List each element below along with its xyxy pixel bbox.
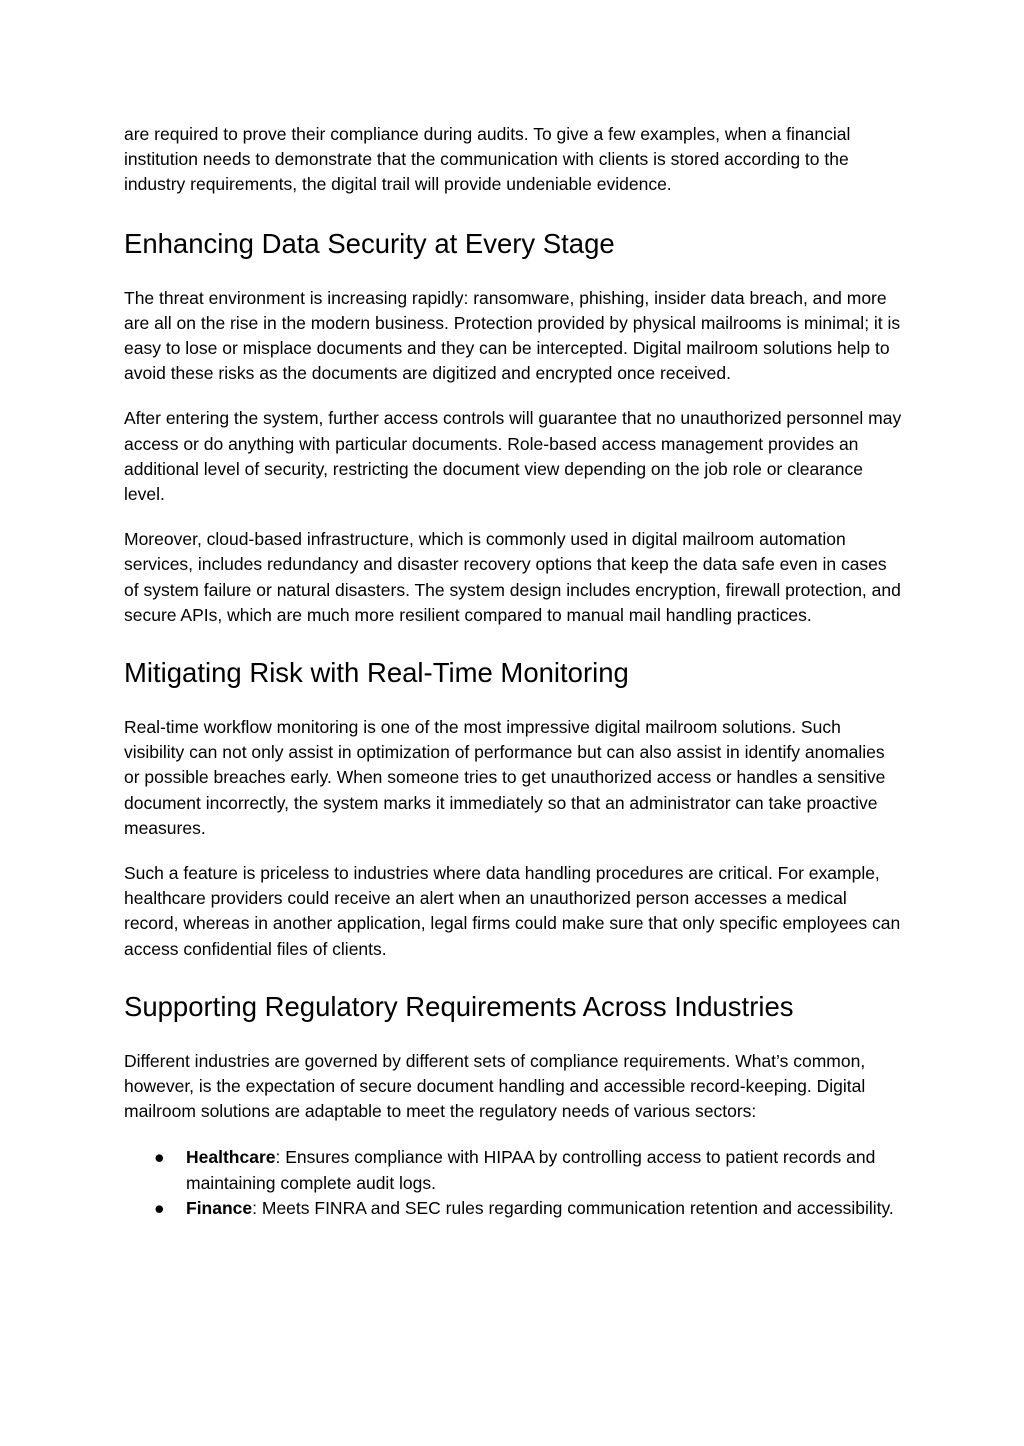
section-heading-real-time-monitoring: Mitigating Risk with Real-Time Monitoring: [124, 657, 629, 689]
paragraph: Such a feature is priceless to industries where data handling procedures are critical. For example, healthcare providers could receive an alert when an unauthorized person accesses a medical record, whereas in another application, legal firms could make sure that only specific employees can access confidential files of clients.: [124, 863, 901, 959]
bullet-icon: ●: [154, 1197, 165, 1218]
list-item-text: : Meets FINRA and SEC rules regarding communication retention and accessibility.: [252, 1197, 894, 1218]
list-item: [124, 1145, 904, 1195]
section-heading-data-security: Enhancing Data Security at Every Stage: [124, 227, 615, 259]
paragraph: Real-time workflow monitoring is one of the most impressive digital mailroom solutions. Such visibility can not only assist in optimization of performance but can also assist in identify anomalies or possible breaches early. When someone tries to get unauthorized access or handles a sensitive document incorrectly, the system marks it immediately so that an administrator can take proactive measures.: [124, 717, 886, 838]
paragraph: After entering the system, further access controls will guarantee that no unauthorized personnel may access or do anything with particular documents. Role-based access management provides an additional level of security, restricting the document view depending on the job role or clearance level.: [124, 408, 902, 505]
list-item-text: : Ensures compliance with HIPAA by controlling access to patient records and maintaining complete audit logs.: [186, 1147, 876, 1193]
list-item: [124, 1196, 904, 1221]
list-item-term: Healthcare: [186, 1147, 276, 1168]
list-item-term: Finance: [186, 1197, 253, 1218]
section-heading-regulatory-requirements: Supporting Regulatory Requirements Across Industries: [124, 990, 794, 1022]
paragraph: Moreover, cloud-based infrastructure, which is commonly used in digital mailroom automation services, includes redundancy and disaster recovery options that keep the data safe even in cases of system failure or natural disasters. The system design includes encryption, firewall protection, and secure APIs, which are much more resilient compared to manual mail handling practices.: [124, 529, 901, 625]
bullet-icon: ●: [154, 1147, 165, 1168]
document-page: [124, 122, 904, 1221]
intro-paragraph: are required to prove their compliance during audits. To give a few examples, when a financial institution needs to demonstrate that the communication with clients is stored according to the industry requirements, the digital trail will provide undeniable evidence.: [124, 124, 851, 195]
industry-list: [124, 1145, 904, 1221]
paragraph: Different industries are governed by different sets of compliance requirements. What’s common, however, is the expectation of secure document handling and accessible record-keeping. Digital mailroom solutions are adaptable to meet the regulatory needs of various sectors:: [124, 1050, 866, 1122]
paragraph: The threat environment is increasing rapidly: ransomware, phishing, insider data breach, and more are all on the rise in the modern business. Protection provided by physical mailrooms is minimal; it is easy to lose or misplace documents and they can be intercepted. Digital mailroom solutions help to avoid these risks as the documents are digitized and encrypted once received.: [124, 287, 901, 384]
